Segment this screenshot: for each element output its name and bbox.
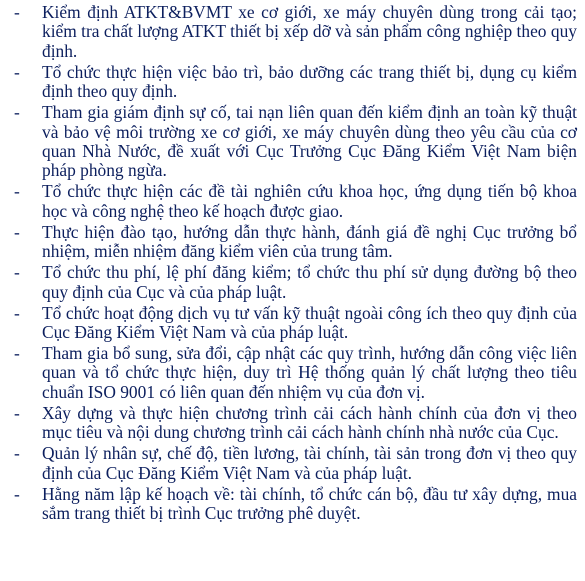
list-item bbox=[8, 444, 577, 483]
list-item bbox=[8, 63, 577, 102]
list-item-text: Tổ chức hoạt động dịch vụ tư vấn kỹ thuật ngoài công ích theo quy định của Cục Đăng Kiểm Việt Nam và của pháp luật. bbox=[42, 302, 577, 343]
list-item-text: Quản lý nhân sự, chế độ, tiền lương, tài chính, tài sản trong đơn vị theo quy định của Cục Đăng Kiểm Việt Nam và của pháp luật. bbox=[42, 443, 577, 483]
list-item bbox=[8, 182, 577, 221]
bullet-marker: - bbox=[14, 443, 20, 464]
bullet-marker: - bbox=[14, 402, 20, 423]
list-item bbox=[8, 263, 577, 302]
list-item bbox=[8, 344, 577, 402]
list-item bbox=[8, 3, 577, 61]
list-item bbox=[8, 485, 577, 524]
list-item bbox=[8, 223, 577, 262]
list-item-text: Hằng năm lập kế hoạch về: tài chính, tổ chức cán bộ, đầu tư xây dựng, mua sắm trang thiết bị trình Cục trưởng phê duyệt. bbox=[42, 483, 577, 524]
bullet-marker: - bbox=[14, 483, 20, 504]
list-item bbox=[8, 103, 577, 181]
bullet-marker: - bbox=[14, 102, 20, 123]
list-item-text: Tổ chức thực hiện các đề tài nghiên cứu khoa học, ứng dụng tiến bộ khoa học và công nghệ theo kế hoạch được giao. bbox=[42, 181, 577, 221]
bullet-marker: - bbox=[14, 302, 20, 323]
list-item-text: Tham gia giám định sự cố, tai nạn liên quan đến kiểm định an toàn kỹ thuật và bảo vệ môi trường xe cơ giới, xe máy chuyên dùng theo yêu cầu của cơ quan Nhà Nước, đề xuất với Cục Trưởng Cục Đăng Kiểm Việt Nam biện pháp phòng ngừa. bbox=[42, 102, 577, 181]
bullet-marker: - bbox=[14, 61, 20, 82]
bullet-marker: - bbox=[14, 343, 20, 364]
bullet-marker: - bbox=[14, 2, 20, 22]
list-item bbox=[8, 304, 577, 343]
list-item-text: Xây dựng và thực hiện chương trình cải cách hành chính của đơn vị theo mục tiêu và nội dung chương trình cải cách hành chính nhà nước của Cục. bbox=[42, 402, 577, 443]
list-item-text: Tham gia bổ sung, sửa đổi, cập nhật các quy trình, hướng dẫn công việc liên quan và tổ chức thực hiện, duy trì Hệ thống quản lý chất lượng theo tiêu chuẩn ISO 9001 có liên quan đến nhiệm vụ của đơn vị. bbox=[42, 343, 577, 402]
list-item-text: Thực hiện đào tạo, hướng dẫn thực hành, đánh giá đề nghị Cục trưởng bổ nhiệm, miễn nhiệm đăng kiểm viên của trung tâm. bbox=[42, 221, 577, 262]
duty-list bbox=[8, 3, 577, 524]
bullet-marker: - bbox=[14, 181, 20, 202]
bullet-marker: - bbox=[14, 221, 20, 242]
list-item bbox=[8, 404, 577, 443]
bullet-marker: - bbox=[14, 262, 20, 283]
list-item-text: Tổ chức thực hiện việc bảo trì, bảo dưỡng các trang thiết bị, dụng cụ kiểm định theo quy định. bbox=[42, 61, 577, 102]
list-item-text: Tổ chức thu phí, lệ phí đăng kiểm; tổ chức thu phí sử dụng đường bộ theo quy định của Cục và của pháp luật. bbox=[42, 262, 577, 302]
list-item-text: Kiểm định ATKT&BVMT xe cơ giới, xe máy chuyên dùng trong cải tạo; kiểm tra chất lượng ATKT thiết bị xếp dỡ và sản phẩm công nghiệp theo quy định. bbox=[42, 2, 577, 61]
